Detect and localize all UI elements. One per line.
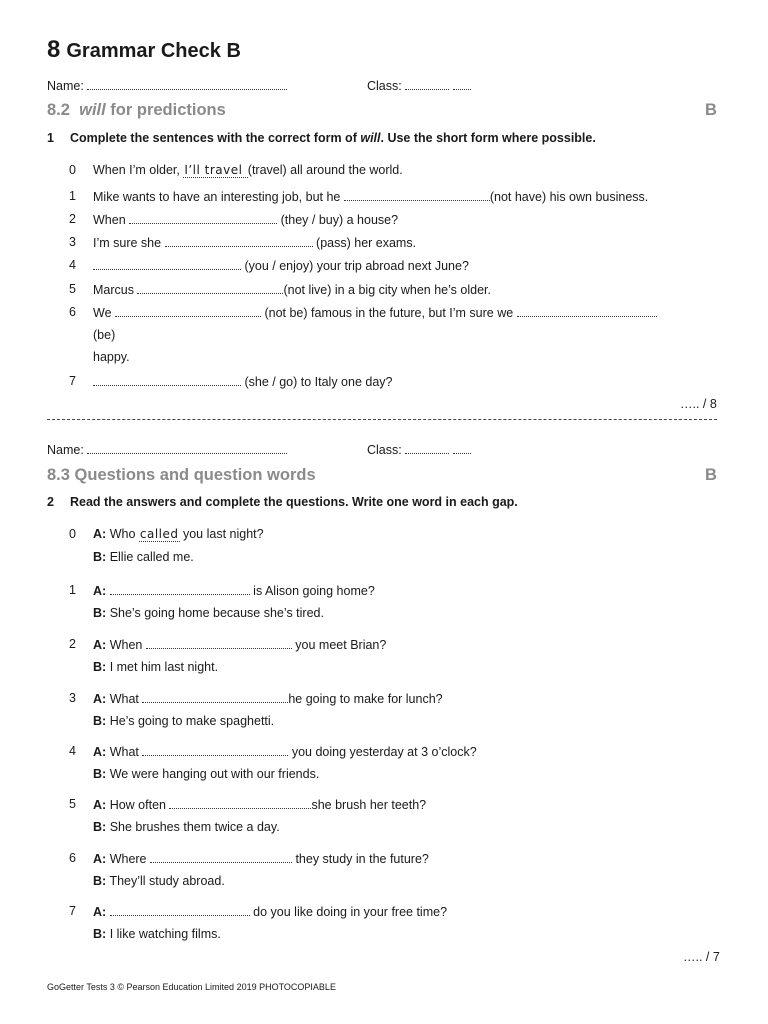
item-number: 2 — [69, 212, 76, 226]
item-number: 0 — [69, 163, 76, 177]
instruction: Complete the sentences with the correct form of will. Use the short form where possible. — [70, 131, 596, 145]
exercise-number: 1 — [47, 131, 54, 145]
version-badge: B — [705, 466, 717, 484]
speaker-b-label: B: — [93, 874, 107, 888]
answer-blank[interactable] — [110, 904, 250, 916]
section-heading — [47, 466, 316, 485]
response-line: B: He’s going to make spaghetti. — [93, 714, 275, 728]
item-continuation: happy. — [93, 350, 130, 364]
item-number: 6 — [69, 851, 76, 865]
speaker-b-label: B: — [93, 767, 107, 781]
item-number: 3 — [69, 235, 76, 249]
class-blank[interactable] — [405, 78, 449, 90]
speaker-b-label: B: — [93, 550, 107, 564]
unit-number: 8 — [47, 36, 61, 63]
class-label: Class: — [367, 443, 402, 457]
answer-blank[interactable] — [165, 235, 313, 247]
speaker-b-label: B: — [93, 927, 107, 941]
speaker-b-label: B: — [93, 606, 107, 620]
item-number: 4 — [69, 258, 76, 272]
name-blank[interactable] — [87, 442, 287, 454]
question-line: A: do you like doing in your free time? — [93, 905, 448, 919]
answer-blank[interactable] — [146, 637, 292, 649]
section-number: 8.2 — [47, 101, 70, 119]
item-sentence: I’m sure she (pass) her exams. — [93, 236, 417, 250]
item-number: 4 — [69, 744, 76, 758]
class-field[interactable] — [367, 78, 471, 93]
answer-blank[interactable] — [93, 374, 241, 386]
response-line: B: Ellie called me. — [93, 550, 194, 564]
item-number: 7 — [69, 374, 76, 388]
example-answer: called — [139, 527, 179, 541]
item-number: 3 — [69, 691, 76, 705]
section-title: Questions and question words — [74, 466, 316, 484]
speaker-a-label: A: — [93, 798, 107, 812]
response-line: B: I met him last night. — [93, 660, 219, 674]
item-continuation: (be) — [93, 328, 116, 342]
answer-blank[interactable] — [137, 282, 283, 294]
answer-blank[interactable] — [142, 691, 288, 703]
speaker-b-label: B: — [93, 820, 107, 834]
speaker-a-label: A: — [93, 852, 107, 866]
exercise-number: 2 — [47, 495, 54, 509]
class-blank[interactable] — [405, 442, 449, 454]
answer-blank[interactable] — [93, 258, 241, 270]
item-number: 6 — [69, 305, 76, 319]
speaker-a-label: A: — [93, 905, 107, 919]
item-number: 5 — [69, 797, 76, 811]
question-line: A: What you doing yesterday at 3 o’clock? — [93, 745, 477, 759]
question-line: A: Who called you last night? — [93, 527, 264, 541]
answer-blank[interactable] — [150, 851, 292, 863]
class-blank-2[interactable] — [453, 442, 471, 454]
question-line: A: When you meet Brian? — [93, 638, 387, 652]
score-box: ….. / 7 — [683, 950, 720, 964]
response-line: B: We were hanging out with our friends. — [93, 767, 320, 781]
item-sentence: (you / enjoy) your trip abroad next June? — [93, 258, 469, 273]
response-line: B: They’ll study abroad. — [93, 874, 225, 888]
speaker-b-label: B: — [93, 714, 107, 728]
score-box: ….. / 8 — [680, 397, 717, 411]
section-number: 8.3 — [47, 466, 70, 484]
section-heading — [47, 101, 226, 120]
answer-blank[interactable] — [110, 583, 250, 595]
response-line: B: She brushes them twice a day. — [93, 820, 280, 834]
example-answer: I’ll travel — [184, 163, 247, 177]
class-blank-2[interactable] — [453, 78, 471, 90]
name-field[interactable] — [47, 78, 287, 93]
response-line: B: I like watching films. — [93, 927, 221, 941]
name-label: Name: — [47, 443, 84, 457]
speaker-a-label: A: — [93, 527, 107, 541]
item-sentence: When I’m older, I’ll travel (travel) all around the world. — [93, 163, 403, 177]
item-number: 5 — [69, 282, 76, 296]
answer-blank[interactable] — [142, 744, 288, 756]
section-title-italic: will — [79, 101, 106, 119]
question-line: A: What he going to make for lunch? — [93, 692, 443, 706]
item-sentence: (she / go) to Italy one day? — [93, 374, 392, 389]
item-number: 2 — [69, 637, 76, 651]
response-line: B: She’s going home because she’s tired. — [93, 606, 324, 620]
answer-blank[interactable] — [344, 189, 490, 201]
footer: GoGetter Tests 3 © Pearson Education Limited 2019 PHOTOCOPIABLE — [47, 982, 336, 992]
item-sentence: We (not be) famous in the future, but I’m sure we — [93, 305, 657, 320]
item-number: 1 — [69, 583, 76, 597]
item-number: 1 — [69, 189, 76, 203]
speaker-b-label: B: — [93, 660, 107, 674]
item-number: 7 — [69, 904, 76, 918]
answer-blank[interactable] — [115, 305, 261, 317]
item-sentence: Marcus (not live) in a big city when he’s older. — [93, 283, 491, 297]
version-badge: B — [705, 101, 717, 119]
instruction: Read the answers and complete the questions. Write one word in each gap. — [70, 495, 518, 509]
item-sentence: When (they / buy) a house? — [93, 213, 399, 227]
section-title: for predictions — [110, 101, 226, 119]
question-line: A: How often she brush her teeth? — [93, 798, 427, 812]
name-blank[interactable] — [87, 78, 287, 90]
name-field[interactable] — [47, 442, 287, 457]
speaker-a-label: A: — [93, 638, 107, 652]
question-line: A: Where they study in the future? — [93, 852, 429, 866]
title-text: Grammar Check B — [66, 40, 241, 62]
speaker-a-label: A: — [93, 692, 107, 706]
question-line: A: is Alison going home? — [93, 584, 375, 598]
name-label: Name: — [47, 79, 84, 93]
answer-blank[interactable] — [169, 797, 311, 809]
speaker-a-label: A: — [93, 584, 107, 598]
item-sentence: Mike wants to have an interesting job, but he (not have) his own business. — [93, 190, 649, 204]
class-field[interactable] — [367, 442, 471, 457]
answer-blank[interactable] — [129, 212, 277, 224]
page-title — [47, 36, 241, 64]
item-number: 0 — [69, 527, 76, 541]
class-label: Class: — [367, 79, 402, 93]
cut-line — [47, 419, 717, 420]
speaker-a-label: A: — [93, 745, 107, 759]
answer-blank-2[interactable] — [517, 305, 657, 317]
